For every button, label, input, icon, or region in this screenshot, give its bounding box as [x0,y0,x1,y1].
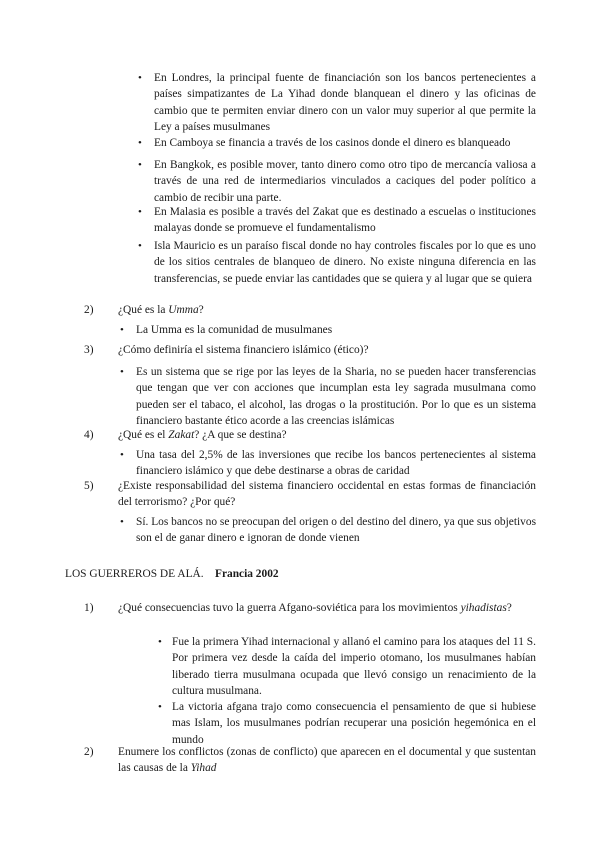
question-number: 4) [84,429,94,441]
bullet-londres: En Londres, la principal fuente de financiación son los bancos pertenecientes a países simpatizantes de La Yihad donde blanquean el dinero y las oficinas de cambio que te permiten enviar dinero con un valor muy superior al que permite la Ley a países musulmanes [154,72,536,133]
answer-guerra-2: La victoria afgana trajo como consecuencia el pensamiento de que si hubiese mas Islam, los musulmanes podrían recuperar una posición hegemónica en el mundo [172,701,536,746]
bullet-marker: • [138,72,142,84]
answer-sistema: Es un sistema que se rige por las leyes de la Sharia, no se pueden hacer transferencias que tengan que ver con acciones que incumplan esta ley sagrada musulmana como pueden ser el tabaco, el alcohol, las drogas o la prostitución. Por lo que es un sistema financiero bastante ético acorde a las creencias islámicas [136,366,536,427]
question-umma: ¿Qué es la Umma? [118,304,204,316]
answer-guerra-1: Fue la primera Yihad internacional y allanó el camino para los ataques del 11 S. Por primera vez desde la caída del imperio otomano, los musulmanes habían liberado tierra musulmana ocupada que llevó consigo un renacimiento de la cultura musulmana. [172,636,536,697]
bullet-malasia: En Malasia es posible a través del Zakat que es destinado a escuelas o instituciones malayas donde se promueve el fundamentalismo [154,206,536,235]
question-responsabilidad: ¿Existe responsabilidad del sistema financiero occidental en estas formas de financiación del terrorismo? ¿Por qué? [118,480,536,509]
section-subtitle: Francia 2002 [215,568,279,580]
bullet-marker: • [158,636,162,648]
question-sistema: ¿Cómo definiría el sistema financiero islámico (ético)? [118,344,369,356]
question-number: 1) [84,602,94,614]
answer-responsabilidad: Sí. Los bancos no se preocupan del origen o del destino del dinero, ya que sus objetivos son el de ganar dinero e ignoran de donde vienen [136,516,536,545]
question-number: 3) [84,344,94,356]
answer-zakat: Una tasa del 2,5% de las inversiones que recibe los bancos pertenecientes al sistema financiero islámico y que debe destinarse a obras de caridad [136,449,536,478]
bullet-mauricio: Isla Mauricio es un paraíso fiscal donde no hay controles fiscales por lo que es uno de los sitios centrales de blanqueo de dinero. No existe ninguna diferencia en las transferencias, se puede enviar las cantidades que se quiera y al lugar que se quiera [154,240,536,285]
bullet-marker: • [120,449,124,461]
section-title: LOS GUERREROS DE ALÁ. [65,568,204,580]
bullet-marker: • [120,324,124,336]
bullet-bangkok: En Bangkok, es posible mover, tanto dinero como otro tipo de mercancía valiosa a través de una red de intermediarios vinculados a caciques del poder político a cambio de recibir una parte. [154,159,536,204]
bullet-marker: • [138,206,142,218]
answer-umma: La Umma es la comunidad de musulmanes [136,324,333,336]
bullet-marker: • [120,516,124,528]
section-heading [65,566,279,582]
bullet-marker: • [120,366,124,378]
bullet-camboya: En Camboya se financia a través de los casinos donde el dinero es blanqueado [154,137,511,149]
bullet-marker: • [158,701,162,713]
question-number: 2) [84,304,94,316]
bullet-marker: • [138,137,142,149]
bullet-marker: • [138,240,142,252]
question-zakat: ¿Qué es el Zakat? ¿A que se destina? [118,429,287,441]
question-conflictos: Enumere los conflictos (zonas de conflicto) que aparecen en el documental y que sustentan las causas de la Yihad [118,746,536,775]
question-guerra: ¿Qué consecuencias tuvo la guerra Afgano-soviética para los movimientos yihadistas? [118,602,512,614]
question-number: 5) [84,480,94,492]
bullet-marker: • [138,159,142,171]
question-number: 2) [84,746,94,758]
